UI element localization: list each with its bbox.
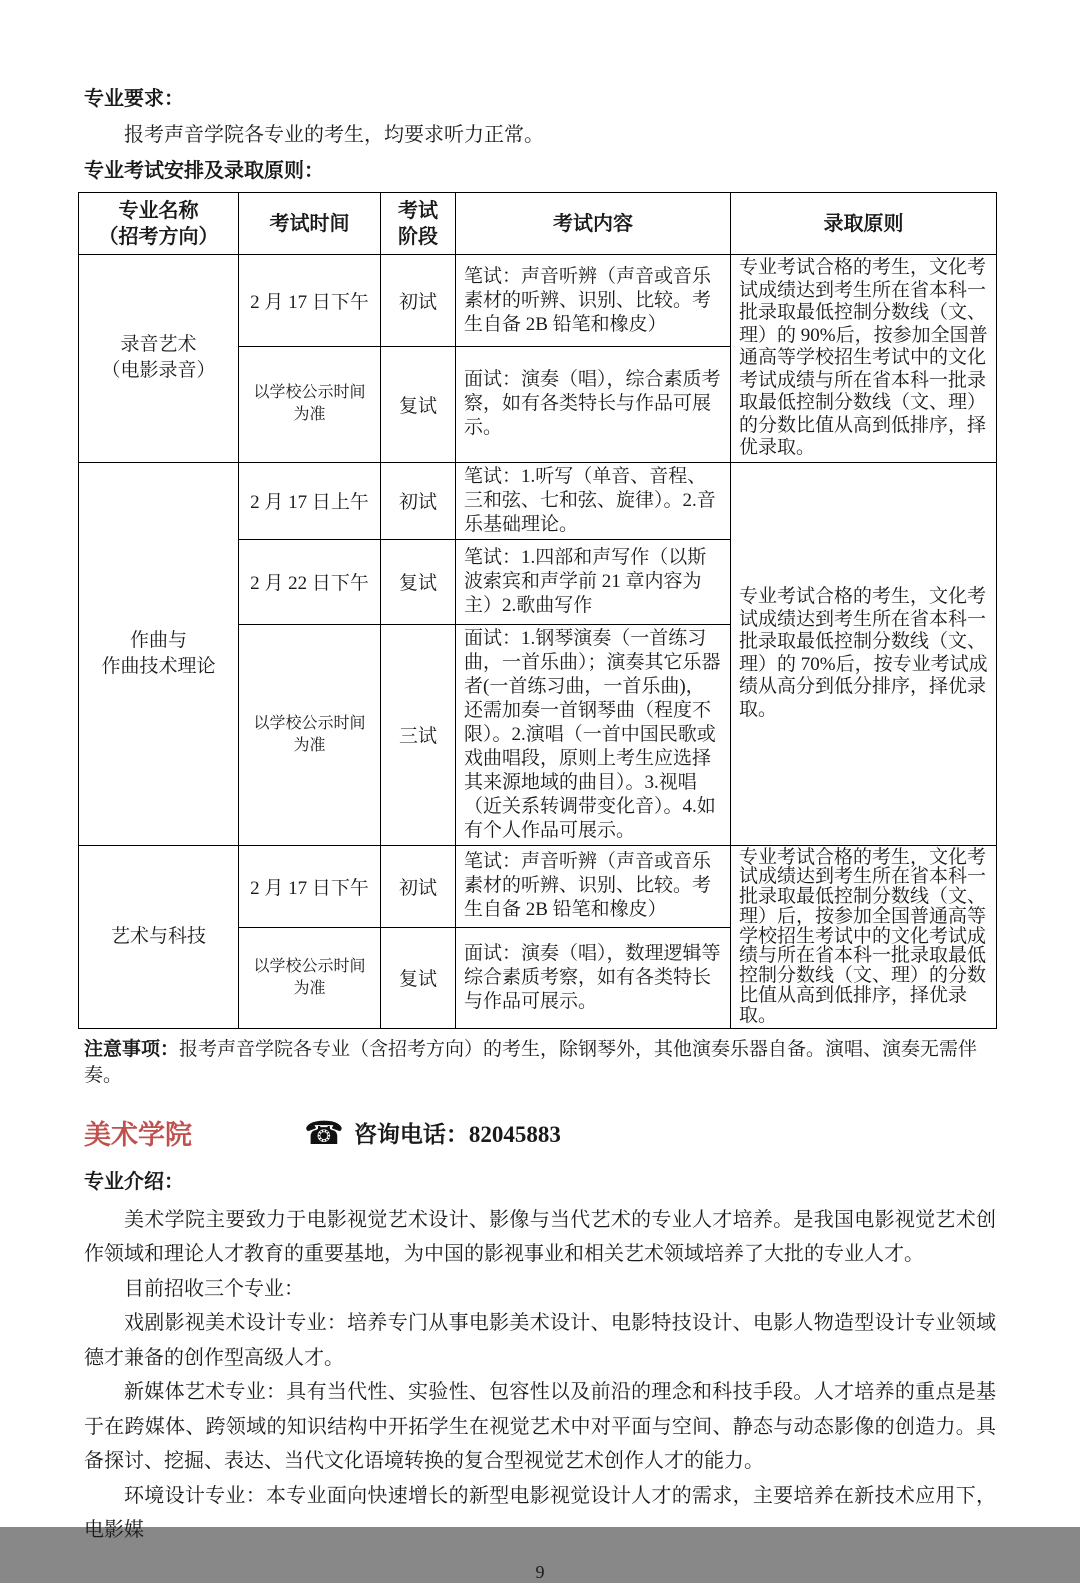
admission-principle: 专业考试合格的考生，文化考试成绩达到考生所在省本科一批录取最低控制分数线（文、理）的 70%后，按专业考试成绩从高分到低分排序，择优录取。 bbox=[731, 462, 997, 845]
exam-content: 笔试：1.四部和声写作（以斯波索宾和声学前 21 章内容为主）2.歌曲写作 bbox=[456, 539, 731, 624]
major-recording-arts: 录音艺术 （电影录音） bbox=[79, 255, 239, 463]
major-composition: 作曲与 作曲技术理论 bbox=[79, 462, 239, 845]
art-school-header bbox=[84, 1113, 996, 1153]
intro-paragraph: 美术学院主要致力于电影视觉艺术设计、影像与当代艺术的专业人才培养。是我国电影视觉艺术创作领域和理论人才教育的重要基地，为中国的影视事业和相关艺术领域培养了大批的专业人才。 bbox=[84, 1208, 996, 1266]
col-header-stage: 考试 阶段 bbox=[381, 193, 456, 255]
exam-time: 以学校公示时间为准 bbox=[239, 347, 381, 462]
exam-schedule-table bbox=[78, 192, 997, 1029]
exam-stage: 初试 bbox=[381, 255, 456, 347]
exam-time: 以学校公示时间为准 bbox=[239, 928, 381, 1028]
exam-content: 笔试：声音听辨（声音或音乐素材的听辨、识别、比较。考生自备 2B 铅笔和橡皮） bbox=[456, 845, 731, 928]
admission-principle: 专业考试合格的考生，文化考试成绩达到考生所在省本科一批录取最低控制分数线（文、理）后，按参加全国普通高等学校招生考试中的文化考试成绩与所在省本科一批录取最低控制分数线（文、理）的分数比值从高到低排序，择优录取。 bbox=[731, 845, 997, 1028]
table-header-row bbox=[79, 193, 997, 255]
section-heading-intro: 专业介绍： bbox=[84, 1170, 184, 1193]
intro-paragraph: 新媒体艺术专业：具有当代性、实验性、包容性以及前沿的理念和科技手段。人才培养的重点是基于在跨媒体、跨领域的知识结构中开拓学生在视觉艺术中对平面与空间、静态与动态影像的创造力。具备探讨、挖掘、表达、当代文化语境转换的复合型视觉艺术创作人才的能力。 bbox=[84, 1381, 996, 1473]
exam-content: 面试：演奏（唱），数理逻辑等综合素质考察，如有各类特长与作品可展示。 bbox=[456, 928, 731, 1028]
admission-principle: 专业考试合格的考生，文化考试成绩达到考生所在省本科一批录取最低控制分数线（文、理）的 90%后，按参加全国普通高等学校招生考试中的文化考试成绩与所在省本科一批录取最低控制分数线（文、理）的分数比值从高到低排序，择优录取。 bbox=[731, 255, 997, 463]
exam-content: 笔试：1.听写（单音、音程、三和弦、七和弦、旋律）。2.音乐基础理论。 bbox=[456, 462, 731, 539]
requirements-text: 报考声音学院各专业的考生，均要求听力正常。 bbox=[124, 124, 544, 146]
exam-content: 面试：演奏（唱），综合素质考察，如有各类特长与作品可展示。 bbox=[456, 347, 731, 462]
exam-time: 2 月 17 日下午 bbox=[239, 845, 381, 928]
notice-label: 注意事项： bbox=[84, 1038, 180, 1060]
intro-paragraph: 目前招收三个专业： bbox=[124, 1277, 304, 1300]
table-row bbox=[79, 462, 997, 539]
section-heading-requirements: 专业要求： bbox=[84, 88, 184, 110]
notice-line bbox=[84, 1037, 996, 1089]
exam-time: 2 月 17 日下午 bbox=[239, 255, 381, 347]
exam-stage: 初试 bbox=[381, 462, 456, 539]
page-number: 9 bbox=[535, 1561, 545, 1582]
col-header-time: 考试时间 bbox=[239, 193, 381, 255]
exam-stage: 复试 bbox=[381, 539, 456, 624]
intro-paragraph: 戏剧影视美术设计专业：培养专门从事电影美术设计、电影特技设计、电影人物造型设计专业领域德才兼备的创作型高级人才。 bbox=[84, 1312, 996, 1369]
exam-stage: 复试 bbox=[381, 347, 456, 462]
col-header-major: 专业名称 （招考方向） bbox=[79, 193, 239, 255]
notice-text: 报考声音学院各专业（含招考方向）的考生，除钢琴外，其他演奏乐器自备。演唱、演奏无需伴奏。 bbox=[84, 1038, 978, 1086]
major-art-and-technology: 艺术与科技 bbox=[79, 845, 239, 1028]
exam-time: 2 月 17 日上午 bbox=[239, 462, 381, 539]
exam-stage: 三试 bbox=[381, 624, 456, 845]
exam-time: 以学校公示时间为准 bbox=[239, 624, 381, 845]
exam-stage: 初试 bbox=[381, 845, 456, 928]
exam-content: 面试：1.钢琴演奏（一首练习曲，一首乐曲）；演奏其它乐器者(一首练习曲，一首乐曲)，还需加奏一首钢琴曲（程度不限）。2.演唱（一首中国民歌或戏曲唱段，原则上考生应选择其来源地域的曲目）。3.视唱（近关系转调带变化音）。4.如有个人作品可展示。 bbox=[456, 624, 731, 845]
table-row bbox=[79, 845, 997, 928]
exam-content: 笔试：声音听辨（声音或音乐素材的听辨、识别、比较。考生自备 2B 铅笔和橡皮） bbox=[456, 255, 731, 347]
intro-paragraph: 环境设计专业：本专业面向快速增长的新型电影视觉设计人才的需求，主要培养在新技术应用下，电影媒 bbox=[84, 1484, 996, 1542]
phone-icon: ☎ bbox=[304, 1114, 344, 1151]
table-row bbox=[79, 255, 997, 347]
col-header-content: 考试内容 bbox=[456, 193, 731, 255]
phone-number-label: 咨询电话：82045883 bbox=[353, 1122, 561, 1148]
col-header-principle: 录取原则 bbox=[731, 193, 997, 255]
exam-stage: 复试 bbox=[381, 928, 456, 1028]
exam-time: 2 月 22 日下午 bbox=[239, 539, 381, 624]
school-title: 美术学院 bbox=[84, 1120, 192, 1151]
section-heading-exam-plan: 专业考试安排及录取原则： bbox=[84, 160, 324, 182]
